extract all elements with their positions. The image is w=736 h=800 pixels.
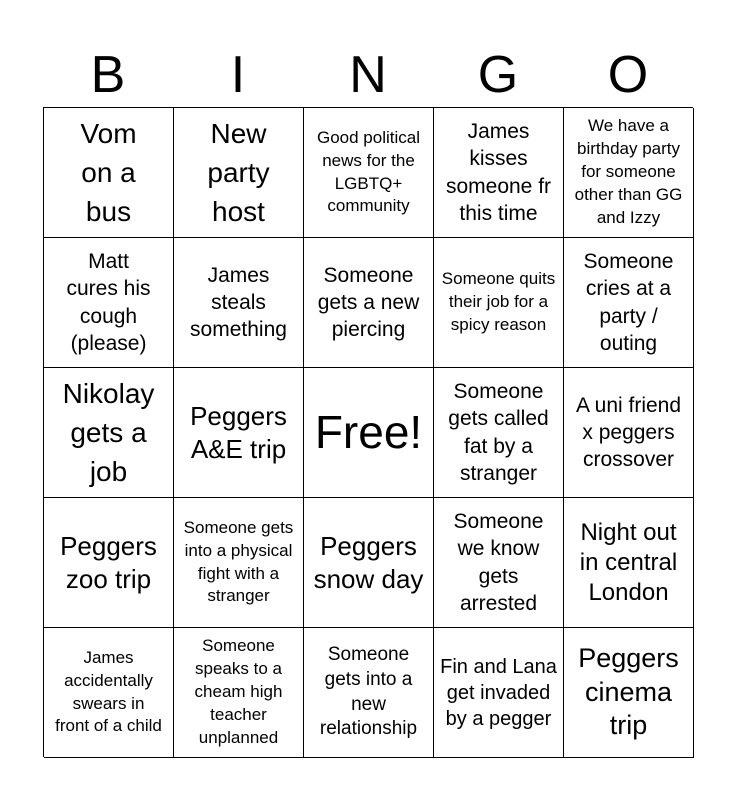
bingo-cell[interactable] — [564, 498, 694, 628]
cell-text: Someone cries at a party / outing — [583, 249, 674, 355]
bingo-cell[interactable] — [304, 498, 434, 628]
bingo-cell[interactable] — [304, 628, 434, 758]
bingo-header — [43, 44, 693, 106]
bingo-cell[interactable] — [174, 628, 304, 758]
header-letter-n: N — [349, 46, 387, 104]
cell-text: Peggers snow day — [313, 531, 424, 594]
cell-text: Peggers A&E trip — [190, 401, 287, 464]
header-letter-g: G — [477, 46, 519, 104]
bingo-cell[interactable] — [564, 238, 694, 368]
cell-text: Someone gets into a physical fight with a stranger — [183, 517, 294, 606]
cell-text: Someone we know gets arrested — [453, 509, 544, 615]
cell-text: James accidentally swears in front of a child — [55, 647, 162, 736]
bingo-cell[interactable] — [174, 108, 304, 238]
cell-text: Night out in central London — [579, 518, 678, 606]
cell-text: Someone gets into a new relationship — [319, 644, 418, 740]
cell-text: Someone gets a new piercing — [317, 263, 420, 342]
cell-text: Nikolay gets a job — [62, 377, 155, 488]
bingo-cell[interactable] — [44, 368, 174, 498]
cell-text: Vom on a bus — [80, 117, 137, 228]
cell-text: Fin and Lana get invaded by a pegger — [440, 655, 557, 730]
cell-text: Someone quits their job for a spicy reason — [441, 269, 556, 334]
bingo-cell[interactable] — [174, 238, 304, 368]
bingo-cell[interactable] — [564, 628, 694, 758]
bingo-cell[interactable] — [564, 108, 694, 238]
bingo-cell[interactable] — [44, 628, 174, 758]
cell-text: We have a birthday party for someone other than GG and Izzy — [574, 116, 683, 227]
cell-text: Someone gets called fat by a stranger — [448, 379, 549, 485]
bingo-cell[interactable] — [44, 108, 174, 238]
cell-text: A uni friend x peggers crossover — [575, 393, 682, 472]
cell-text: Matt cures his cough (please) — [66, 249, 151, 355]
bingo-cell[interactable] — [434, 368, 564, 498]
cell-text: James kisses someone fr this time — [445, 119, 552, 225]
cell-text: James steals something — [190, 263, 287, 342]
bingo-cell[interactable] — [434, 238, 564, 368]
bingo-cell[interactable] — [174, 498, 304, 628]
bingo-cell[interactable] — [174, 368, 304, 498]
bingo-cell[interactable] — [44, 498, 174, 628]
header-letter-i: I — [230, 46, 246, 104]
cell-text: Peggers cinema trip — [578, 642, 679, 741]
cell-text: Peggers zoo trip — [60, 531, 157, 594]
cell-text: Good political news for the LGBTQ+ community — [316, 127, 420, 216]
bingo-cell[interactable] — [304, 368, 434, 498]
header-letter-o: O — [607, 46, 649, 104]
bingo-cell[interactable] — [564, 368, 694, 498]
cell-free-text: Free! — [314, 406, 423, 459]
bingo-cell[interactable] — [434, 108, 564, 238]
header-letter-b: B — [90, 46, 126, 104]
bingo-cell[interactable] — [44, 238, 174, 368]
cell-text: Someone speaks to a cheam high teacher unplanned — [194, 636, 283, 747]
bingo-cell[interactable] — [434, 498, 564, 628]
cell-text: New party host — [207, 117, 270, 228]
bingo-grid — [43, 107, 693, 757]
bingo-cell[interactable] — [304, 238, 434, 368]
bingo-cell[interactable] — [434, 628, 564, 758]
bingo-cell[interactable] — [304, 108, 434, 238]
